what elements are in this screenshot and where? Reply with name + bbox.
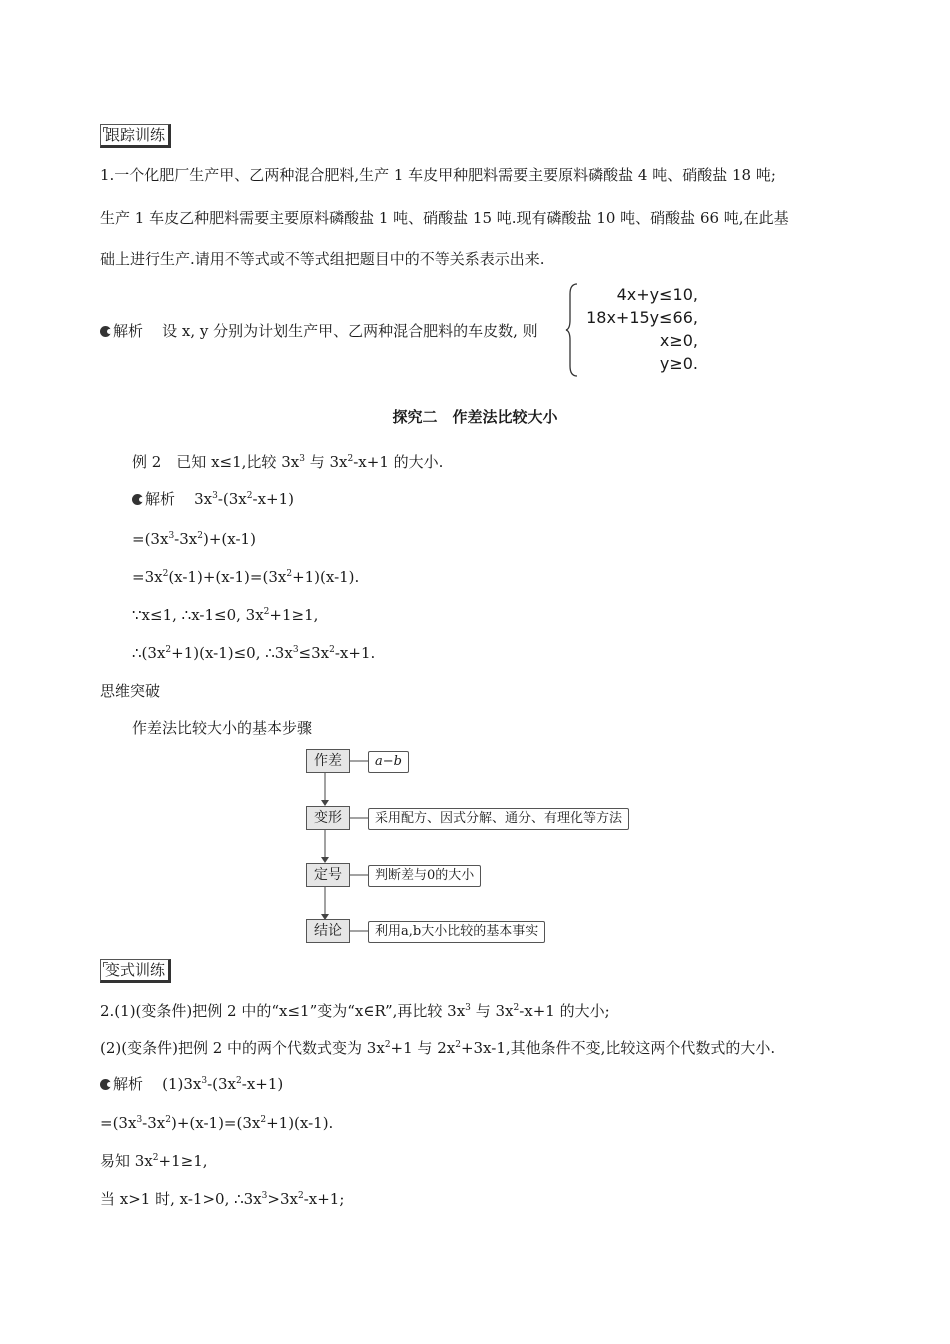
inequality-2: 18x+15y≤66, <box>586 308 698 327</box>
question-2-part-1: 2.(1)(变条件)把例 2 中的“x≤1”变为“x∈R”,再比较 $3x^3$ 与 $3x^2-x+1$ 的大小; <box>100 1002 610 1020</box>
inequality-1: 4x+y≤10, <box>616 285 698 304</box>
flow-note-conclusion: 利用a,b大小比较的基本事实 <box>368 921 545 943</box>
analysis-icon <box>100 1079 111 1090</box>
solution-3-line-2: $=(3x^3-3x^2)+(x-1)=(3x^2+1)(x-1)$. <box>100 1114 334 1132</box>
section-tag-practice: 跟踪训练 <box>100 124 171 148</box>
solution-1 <box>100 321 538 341</box>
solution-3-line-4: 当 x>1 时, x-1>0, $\therefore 3x^3>3x^2-x+1$; <box>100 1190 345 1208</box>
solution-2-line-4: ∵x≤1, ∴x-1≤0, $3x^2+1\ge 1$, <box>132 606 319 624</box>
question-1-line-2: 生产 1 车皮乙种肥料需要主要原料磷酸盐 1 吨、硝酸盐 15 吨.现有磷酸盐 10 吨、硝酸盐 66 吨,在此基 <box>100 209 789 227</box>
flow-note-difference: a−b <box>368 751 409 773</box>
flow-note-determine-sign: 判断差与0的大小 <box>368 865 481 887</box>
flow-step-determine-sign: 定号 <box>306 863 350 887</box>
flow-step-difference: 作差 <box>306 749 350 773</box>
solution-label: 解析 <box>113 322 144 340</box>
flow-step-conclusion: 结论 <box>306 919 350 943</box>
question-1-line-1: 1.一个化肥厂生产甲、乙两种混合肥料,生产 1 车皮甲种肥料需要主要原料磷酸盐 4 吨、硝酸盐 18 吨; <box>100 166 776 184</box>
solution-2-line-5: $\therefore(3x^2+1)(x-1)\le 0$, $\therefore 3x^3\le 3x^2-x+1$. <box>132 644 376 662</box>
inequality-4: y≥0. <box>659 354 698 373</box>
flow-note-transform: 采用配方、因式分解、通分、有理化等方法 <box>368 808 629 830</box>
solution-2-line-1: 解析 $3x^3-(3x^2-x+1)$ <box>132 489 294 509</box>
solution-1-text: 设 x, y 分别为计划生产甲、乙两种混合肥料的车皮数, 则 <box>162 322 538 340</box>
thinking-heading: 思维突破 <box>100 682 161 700</box>
solution-2-line-3: $=3x^2(x-1)+(x-1)=(3x^2+1)(x-1)$. <box>132 568 360 586</box>
thinking-subheading: 作差法比较大小的基本步骤 <box>132 719 313 737</box>
question-2-part-2: (2)(变条件)把例 2 中的两个代数式变为 $3x^2+1$ 与 $2x^2+3x-1$,其他条件不变,比较这两个代数式的大小. <box>100 1039 776 1057</box>
analysis-icon <box>132 494 143 505</box>
inequality-system <box>576 283 698 375</box>
example-2: 例 2 已知 x≤1,比较 $3x^3$ 与 $3x^2-x+1$ 的大小. <box>132 453 444 471</box>
section-tag-variant: 变式训练 <box>100 959 171 983</box>
solution-3-line-3: 易知 $3x^2+1\ge 1$, <box>100 1152 208 1170</box>
inequality-3: x≥0, <box>659 331 698 350</box>
solution-3-line-1: 解析 $(1)3x^3-(3x^2-x+1)$ <box>100 1074 283 1094</box>
analysis-icon <box>100 326 111 337</box>
flowchart-connectors <box>300 740 660 950</box>
question-1-line-3: 础上进行生产.请用不等式或不等式组把题目中的不等关系表示出来. <box>100 250 545 268</box>
section-2-title: 探究二 作差法比较大小 <box>392 408 558 426</box>
solution-2-line-2: $=(3x^3-3x^2)+(x-1)$ <box>132 530 256 548</box>
flow-step-transform: 变形 <box>306 806 350 830</box>
